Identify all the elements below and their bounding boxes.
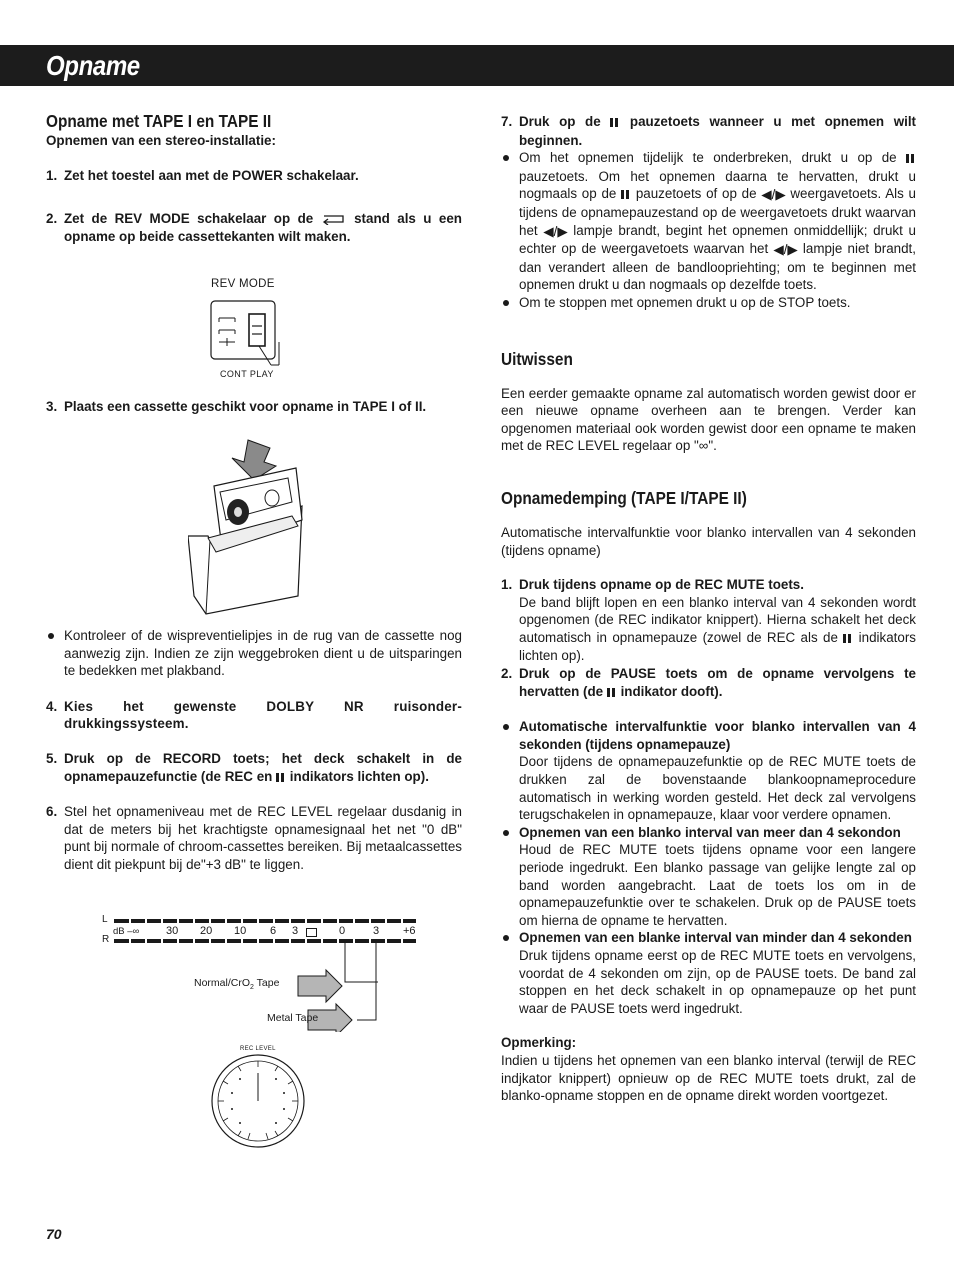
left-column xyxy=(46,110,462,245)
scale-30: 30 xyxy=(166,925,179,937)
scale-inf: dB –∞ xyxy=(113,926,140,937)
bullet-long-interval: Opnemen van een blanko interval van meer dan 4 sekondon Houd de REC MUTE toets tijdens opname voor een langere periode ingedrukt. Een blanko passage van gelijke lengte zal op band worden aangebracht. Laat de toets los om in de opnamepauzefunktie over te schakelen. Druk op de PAUSE toets om hierna de opname te hervatten. xyxy=(501,824,916,930)
scale-plus3: 3 xyxy=(373,925,380,937)
step-3: 3. Plaats een cassette geschikt voor opname in TAPE I of II. xyxy=(46,399,427,414)
bullet-stop: Om te stoppen met opnemen drukt u op de STOP toets. xyxy=(501,294,916,312)
rec-level-title: REC LEVEL xyxy=(240,1046,276,1052)
page-title: Opname xyxy=(46,50,140,81)
meter-scale-graphic xyxy=(100,912,430,1032)
section-heading-opname: Opname met TAPE I en TAPE II xyxy=(46,111,272,131)
subheading-stereo: Opnemen van een stereo-installatie: xyxy=(46,133,276,148)
pause-icon xyxy=(906,150,916,168)
pause-icon xyxy=(276,769,286,787)
demping-step-1: 1. Druk tijdens opname op de REC MUTE toets. De band blijft lopen en een blanko interval van 4 sekonden wordt opgenomen (de REC indikator knippert). Hierna schakelt het deck automatisch in opnamepauze (zowel de REC als de indikators lichten op). xyxy=(501,577,916,664)
bullet-short-interval: Opnemen van een blanke interval van minder dan 4 sekonden Druk tijdens opname eerst op de REC MUTE toets en vervolgens, voordat de 4 sekonden om zijn, op de PAUSE toets. De band zal stoppen en het deck schakelt in op opnamepauze op het punt waar de PAUSE toets werd ingedrukt. xyxy=(501,929,916,1017)
normal-tape-label: Normal/CrO$_2$ Tape xyxy=(194,977,280,992)
pause-icon xyxy=(607,684,617,702)
cassette-insert-illustration xyxy=(188,436,318,616)
meter-label-r: R xyxy=(102,934,110,945)
pause-icon xyxy=(843,630,853,648)
step-6: 6. Stel het opnameniveau met de REC LEVEL regelaar dusdanig in dat de meters bij het krachtigste opnamesignaal het net "0 dB" punt bij normale of chroom-cassettes bereiken. Bij metaalcassettes dient dit piekpunt bij de"+3 dB" te liggen. xyxy=(46,804,462,872)
step-7: 7. Druk op de pauzetoets wanneer u met opnemen wilt beginnen. xyxy=(501,114,917,148)
right-column xyxy=(501,113,916,1105)
note-heading: Opmerking: xyxy=(501,1035,577,1051)
scale-3: 3 xyxy=(292,925,299,937)
scale-dolby-icon xyxy=(306,928,317,937)
step-4: 4. Kies het gewenste DOLBY NR ruisonder-drukkingssysteem. xyxy=(46,698,462,732)
play-direction-icon: ◀/▶ xyxy=(773,242,798,258)
demping-step-2: 2. Druk op de PAUSE toets om de opname vervolgens te hervatten (de indikator dooft). xyxy=(501,665,916,701)
section-heading-uitwissen: Uitwissen xyxy=(501,348,573,369)
demping-intro: Automatische intervalfunktie voor blanko intervallen van 4 sekonden (tijdens opname) xyxy=(501,524,916,558)
page-number: 70 xyxy=(46,1226,62,1242)
title-banner xyxy=(0,45,954,86)
bullet-auto-interval: Automatische intervalfunktie voor blanko intervallen van 4 sekonden (tijdens opnamepauze) Door tijdens de opnamepauzefunktie op de REC MUTE toets de drukken zal de bovenstaande blankoopnameprocedure automatisch in werking worden gesteld. Het deck zal vervolgens terugschakelen in opnamepauze, klaar voor verdere opnamen. xyxy=(501,718,916,824)
rec-level-knob-figure xyxy=(210,1045,306,1149)
bullet-pause-info: Om het opnemen tijdelijk te onderbreken, drukt u op de pauzetoets. Om het opnemen daarna te hervatten, drukt u nogmaals op de pauzetoets of op de ◀/▶ weergavetoets. Als u tijdens de opnamepauzestand op de weergavetoets drukt waarvan het ◀/▶ lampje brandt, begint het opnemen onmiddellijk; drukt u echter op de weergavetoets waarvan het ◀/▶ lampje niet brandt, dan verandert alleen de bandloopriehting; om te beginnen met opnemen drukt u dan nogmaals op dezelfde toets. xyxy=(501,149,916,294)
scale-0: 0 xyxy=(339,925,346,937)
play-direction-icon: ◀/▶ xyxy=(543,223,568,239)
metal-tape-label: Metal Tape xyxy=(267,1012,319,1024)
pause-icon xyxy=(621,186,631,204)
step-2: 2. Zet de REV MODE schakelaar op de stand als u een opname op beide cassettekanten wilt maken. xyxy=(46,211,462,244)
scale-20: 20 xyxy=(200,925,213,937)
rev-mode-figure xyxy=(205,276,305,382)
rev-mode-title: REV MODE xyxy=(211,278,275,290)
scale-10: 10 xyxy=(234,925,247,937)
rec-level-knob[interactable] xyxy=(210,1045,306,1149)
uitwissen-text: Een eerder gemaakte opname zal automatisch worden gewist door er een nieuwe opname overheen aan te brengen. Verder kan opgenomen materiaal ook worden gewist door een opname te maken met de REC LEVEL regelaar op "∞". xyxy=(501,385,916,454)
meter-label-l: L xyxy=(102,914,108,925)
step-1: 1. Zet het toestel aan met de POWER schakelaar. xyxy=(46,167,359,183)
play-direction-icon: ◀/▶ xyxy=(761,187,786,203)
scale-6: 6 xyxy=(270,925,277,937)
reverse-loop-icon xyxy=(321,213,347,225)
scale-plus6: +6 xyxy=(403,925,416,937)
section-heading-opnamedemping: Opnamedemping (TAPE I/TAPE II) xyxy=(501,487,747,508)
left-column-lower xyxy=(46,627,462,874)
rev-mode-caption: CONT PLAY xyxy=(220,369,274,379)
pause-icon xyxy=(610,114,620,132)
level-meter-figure xyxy=(100,912,430,1032)
step-5: 5. Druk op de RECORD toets; het deck schakelt in de opnamepauzefunctie (de REC en indikators lichten op). xyxy=(46,750,462,786)
note-text: Indien u tijdens het opnemen van een blanko interval (terwijl de REC indjkator knippert) opnieuw op de REC MUTE toets drukt, zal de blanko-opname stoppen en de opname direkt worden voortgezet. xyxy=(501,1052,916,1104)
bullet-wispreventie: Kontroleer of de wispreventielipjes in de rug van de cassette nog aanwezig zijn. Indien ze zijn weggebroken dient u de uitsparingen te bedekken met plakband. xyxy=(46,627,462,680)
